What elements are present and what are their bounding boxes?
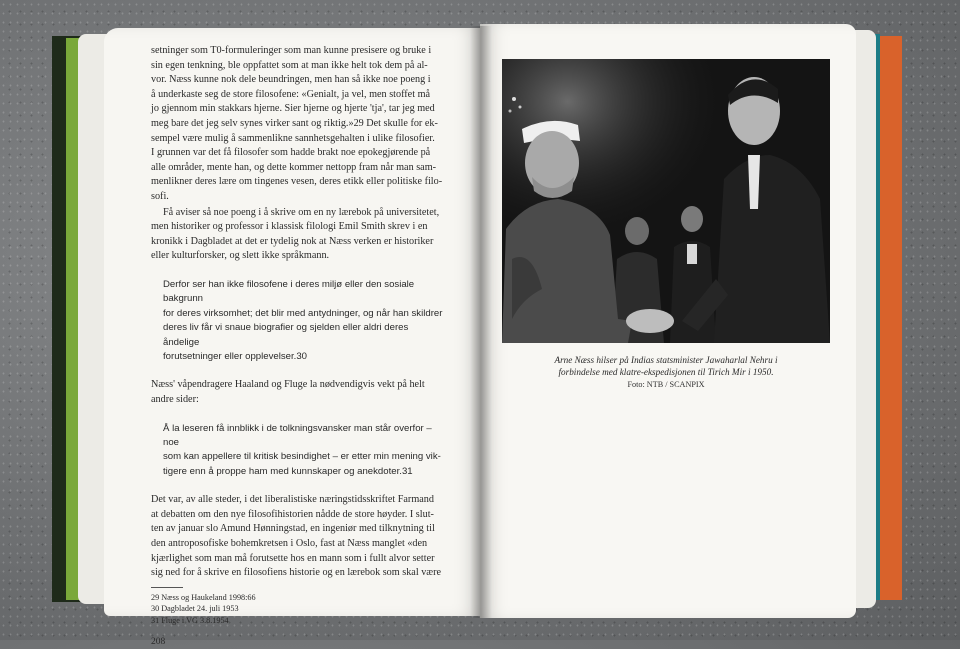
paragraph-4	[151, 493, 445, 581]
text-line: sempel være mulig å sammenlikne sannhetsgehalten i ulike filosofier.	[151, 132, 445, 147]
text-line: for deres virksomhet; det blir med antydninger, og når han skildrer	[163, 307, 445, 321]
paragraph-1	[151, 44, 445, 205]
text-line: jo gjennom min stakkars hjerne. Sier hjerne og hjerte 'tja', tar jeg med	[151, 102, 445, 117]
caption-line: Arne Næss hilser på Indias statsminister Jawaharlal Nehru i	[506, 354, 826, 366]
left-page-text-column	[151, 44, 445, 649]
book-spine-shadow	[470, 26, 492, 618]
text-line: eller kulturforsker, og slett ikke språkmann.	[151, 249, 445, 264]
text-line: tigere enn å proppe ham med kunnskaper og anekdoter.31	[163, 465, 445, 479]
historical-photo	[502, 59, 830, 343]
text-line: Næss' våpendragere Haaland og Fluge la nødvendigvis vekt på helt	[151, 378, 445, 393]
text-line: meg bare det jeg selv synes virker sant og riktig.»29 Det skulle for ek-	[151, 117, 445, 132]
caption-line: forbindelse med klatre-ekspedisjonen til Tirich Mir i 1950.	[506, 366, 826, 378]
text-line: som kan appellere til kritisk besindighet – er etter min mening vik-	[163, 450, 445, 464]
footnotes	[151, 592, 445, 627]
text-line: menlikner deres lære om tingenes vesen, deres etikk eller politiske filo-	[151, 175, 445, 190]
text-line: men historiker og professor i klassisk filologi Emil Smith skrev i en	[151, 220, 445, 235]
text-line: alle områder, mente han, og dette kommer nettopp fram når man sam-	[151, 161, 445, 176]
text-line: Å la leseren få innblikk i de tolkningsvansker man står overfor – noe	[163, 422, 445, 451]
page-number: 208	[151, 635, 445, 649]
text-line: sig ned for å skrive en filosofiens historie og en lærebok som skal være	[151, 566, 445, 581]
text-line: Få aviser så noe poeng i å skrive om en ny lærebok på universitetet,	[151, 206, 445, 221]
text-line: forutsetninger eller opplevelser.30	[163, 350, 445, 364]
text-line: å underkaste seg de store filosofene: «Genialt, ja vel, men stoffet må	[151, 88, 445, 103]
text-line: Det var, av alle steder, i det liberalistiske næringstidsskriftet Farmand	[151, 493, 445, 508]
text-line: ten av januar slo Amund Hønningstad, en ingeniør med tilknytning til	[151, 522, 445, 537]
footnote: 31 Fluge i VG 3.8.1954	[151, 615, 445, 627]
text-line: I grunnen var det få filosofer som hadde brakt noe epokegjørende på	[151, 146, 445, 161]
text-line: den antroposofiske bohemkretsen i Oslo, fast at Næss manglet «den	[151, 537, 445, 552]
paragraph-3	[151, 378, 445, 407]
photo-caption	[506, 354, 826, 379]
photo-credit: Foto: NTB / SCANPIX	[506, 380, 826, 389]
text-line: kjærlighet som man må forutsette hos en mann som i fullt alvor setter	[151, 552, 445, 567]
block-quote-2	[151, 422, 445, 480]
text-line: sin egen tenkning, ble oppfattet som at man ikke helt tok dem på al-	[151, 59, 445, 74]
text-line: at debatten om den nye filosofihistorien nådde de store høyder. I slut-	[151, 508, 445, 523]
footnote: 29 Næss og Haukeland 1998:66	[151, 592, 445, 604]
footnote-divider	[151, 587, 183, 588]
text-line: andre sider:	[151, 393, 445, 408]
text-line: sofi.	[151, 190, 445, 205]
text-line: deres liv får vi snaue biografier og sjelden eller aldri deres åndelige	[163, 321, 445, 350]
footnote: 30 Dagbladet 24. juli 1953	[151, 603, 445, 615]
block-quote-1	[151, 278, 445, 364]
text-line: kronikk i Dagbladet at det er tydelig nok at Næss verken er historiker	[151, 235, 445, 250]
text-line: setninger som T0-formuleringer som man kunne presisere og bruke i	[151, 44, 445, 59]
text-line: Derfor ser han ikke filosofene i deres miljø eller den sosiale bakgrunn	[163, 278, 445, 307]
photo-illustration	[502, 59, 830, 343]
text-line: vor. Næss kunne nok dele beundringen, men han så ikke noe poeng i	[151, 73, 445, 88]
paragraph-2	[151, 206, 445, 264]
